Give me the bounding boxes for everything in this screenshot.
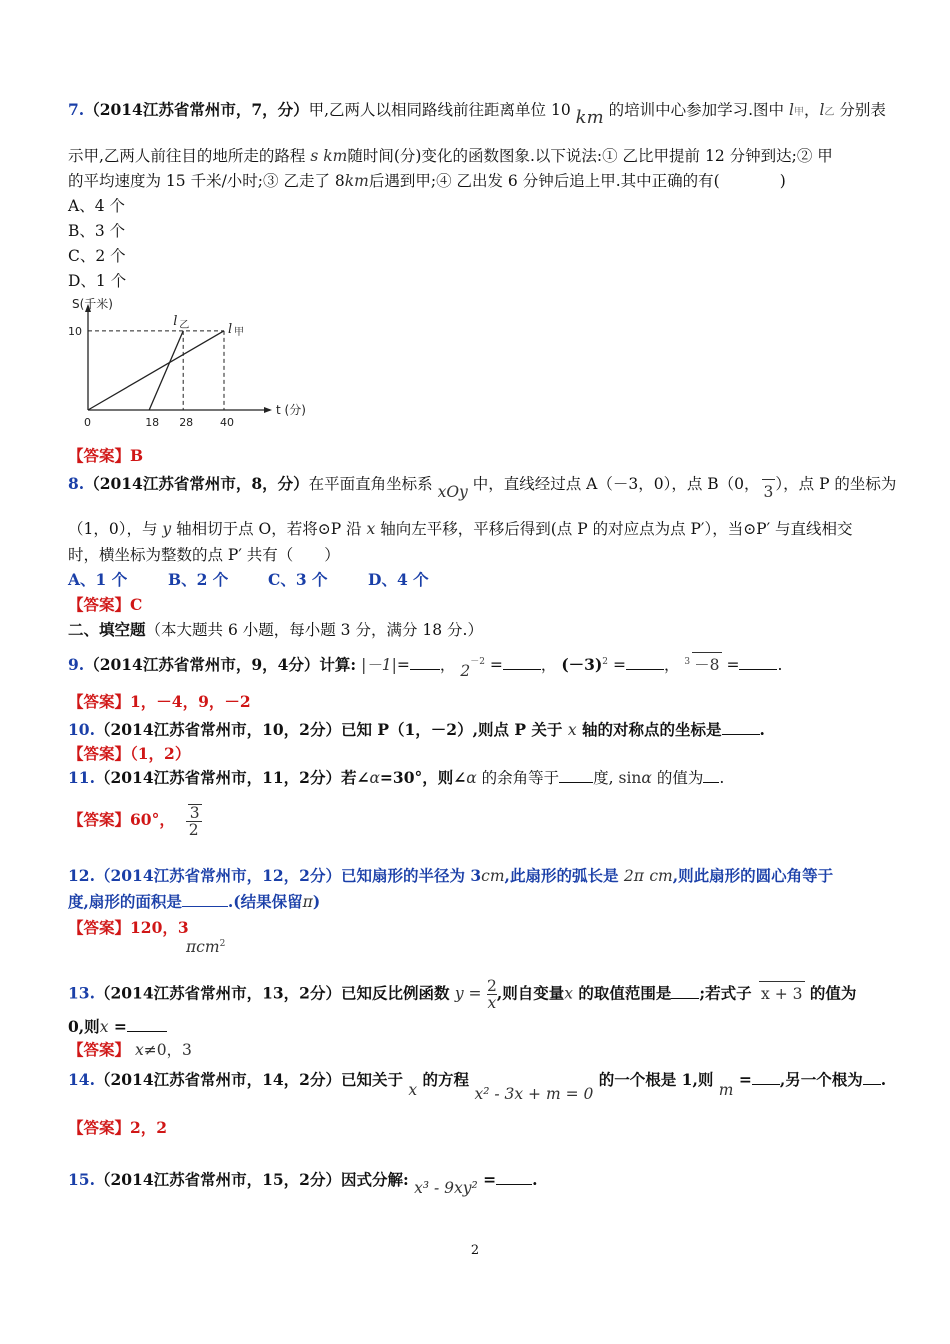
q13-frac — [487, 978, 497, 1011]
q11-alpha2: α — [466, 769, 477, 787]
q12-line2-a: 度,扇形的面积是 — [68, 892, 182, 911]
q13-blank2[interactable] — [127, 1017, 167, 1032]
q8-y: y — [162, 520, 172, 538]
q12-blank[interactable] — [182, 892, 228, 907]
q9-end: . — [777, 656, 783, 675]
q7-answer: 【答案】B — [68, 446, 144, 465]
q7-l1: l — [788, 101, 794, 119]
q14-number: 14. — [68, 1070, 95, 1089]
section2-desc: （本大题共 6 小题，每小题 3 分，满分 18 分.） — [145, 621, 483, 639]
series-line — [88, 331, 224, 410]
q7-line2-b: 随时间(分)变化的函数图象.以下说法:① 乙比甲提前 12 分钟到达;② 甲 — [347, 147, 833, 165]
q12-line1 — [68, 864, 833, 888]
q14-equation: x² - 3x + m = 0 — [474, 1085, 594, 1103]
q15-blank[interactable] — [496, 1170, 532, 1185]
q9-number: 9. — [68, 655, 85, 675]
q9-sep1: ， — [439, 656, 456, 675]
q14-blank2[interactable] — [863, 1070, 881, 1085]
q7-line3-b: 后遇到甲;④ 乙出发 6 分钟后追上甲.其中正确的有( — [368, 172, 720, 190]
q14-text-c: = — [738, 1070, 752, 1089]
q12-line2 — [68, 890, 320, 914]
q9-eq3: = — [612, 656, 626, 675]
q9-neg3: (－3) — [561, 655, 603, 675]
q14-text-d: ,另一个根为 — [779, 1070, 863, 1089]
q8-option-c: C、3 个 — [268, 570, 328, 589]
q11-tag: （2014江苏省常州市，11，2分）若∠ — [94, 768, 370, 787]
series-line — [149, 331, 183, 410]
q13-answer: 【答案】 — [68, 1040, 131, 1059]
section2-heading — [68, 618, 483, 642]
q12-text-b: ,则此扇形的圆心角等于 — [672, 866, 834, 885]
q14-tag: （2014江苏省常州市，14，2分）已知关于 — [94, 1070, 403, 1089]
q7-line3 — [68, 169, 786, 193]
q10-tag: （2014江苏省常州市，10，2分）已知 P（1，－2）,则点 P 关于 — [94, 720, 563, 739]
q7-unit2: km — [323, 147, 348, 165]
q13-number: 13. — [68, 983, 95, 1003]
q15-line — [68, 1168, 538, 1197]
q13-answer-line — [68, 1038, 192, 1062]
q7-unit: km — [575, 107, 604, 128]
q12-answer-unit — [186, 932, 225, 959]
q9-blank1[interactable] — [410, 655, 440, 670]
page-number: 2 — [470, 1243, 480, 1258]
q7-s: s — [310, 147, 319, 165]
q9-eq2: = — [489, 656, 503, 675]
q11-text-c: 度, — [593, 769, 614, 787]
q9-eq4: = — [726, 656, 740, 675]
q12-ans-exp: 2 — [219, 939, 226, 949]
q11-frac-den: 2 — [186, 821, 202, 838]
q8-text-b: 中，直线经过点 A（－3，0），点 B（0， — [472, 475, 760, 493]
q14-line — [68, 1068, 886, 1104]
q11-alpha: α — [369, 769, 380, 787]
q11-text-a: =30°，则∠ — [379, 768, 467, 787]
q13-text-b: 的取值范围是 — [578, 983, 672, 1003]
q7-text-c: 分别表 — [839, 101, 886, 119]
q12-number: 12. — [68, 866, 95, 885]
q7-chart — [68, 297, 306, 433]
q10-blank[interactable] — [722, 720, 760, 735]
q15-number: 15. — [68, 1170, 95, 1189]
q9-sep2: ， — [540, 656, 557, 675]
q12-cm2: cm — [649, 867, 673, 885]
q8-option-a: A、1 个 — [68, 570, 128, 589]
q9-tag: （2014江苏省常州市，9，4分）计算: — [84, 655, 357, 675]
q8-line2 — [68, 517, 853, 541]
q10-number: 10. — [68, 720, 95, 739]
q9-eq1: = — [396, 656, 410, 675]
q7-line3-a: 的平均速度为 15 千米/小时;③ 乙走了 8 — [68, 172, 345, 190]
q13-frac-den: x — [487, 994, 497, 1012]
x-axis-label: t (分) — [276, 403, 306, 417]
q13-text-d: 的值为 — [809, 983, 857, 1003]
q9-cbrt-index: 3 — [684, 657, 691, 667]
q13-ans-x: x — [134, 1041, 144, 1059]
q11-sin: sin — [618, 769, 642, 787]
q8-answer: 【答案】C — [68, 595, 143, 614]
q8-sqrt3: 3 — [762, 479, 776, 504]
q13-ans-rest: ≠0，3 — [143, 1041, 192, 1059]
q10-rest: 轴的对称点的坐标是 — [582, 720, 722, 739]
q10-x: x — [567, 721, 577, 739]
q7-line1 — [68, 98, 886, 128]
q7-option-d: D、1 个 — [68, 272, 127, 290]
q12-2pi: 2π — [623, 867, 644, 885]
q11-line — [68, 766, 724, 790]
q8-number: 8. — [68, 474, 85, 493]
q14-text-b: 的一个根是 1,则 — [598, 1070, 714, 1089]
x-tick-label: 0 — [84, 416, 91, 429]
q7-option-b: B、3 个 — [68, 222, 126, 240]
q8-line3: 时，横坐标为整数的点 P′ 共有（ ） — [68, 546, 340, 564]
q12-text-a: ,此扇形的弧长是 — [504, 866, 619, 885]
q7-line3-c: ) — [779, 172, 786, 190]
q7-l2: l — [819, 101, 825, 119]
q7-option-a: A、4 个 — [68, 197, 125, 215]
q7-distance: 10 — [551, 101, 571, 119]
q7-tag: （2014江苏省常州市，7，分） — [84, 100, 309, 119]
q15-end: . — [532, 1170, 538, 1189]
q11-answer: 【答案】60°， — [68, 810, 175, 829]
q9-blank4[interactable] — [739, 655, 777, 670]
x-axis-arrow — [264, 407, 272, 413]
q14-m: m — [718, 1081, 734, 1099]
q12-line2-b: .(结果保留 — [227, 892, 303, 911]
label-l-jia: l — [228, 321, 233, 337]
q11-answer-frac — [186, 804, 202, 838]
q9-blank3[interactable] — [626, 655, 664, 670]
x-tick-label: 40 — [220, 416, 234, 429]
q8-option-d: D、4 个 — [368, 570, 429, 589]
q13-line2 — [68, 1015, 167, 1039]
q14-x: x — [408, 1081, 418, 1099]
q15-eq: = — [483, 1170, 497, 1189]
q7-line2 — [68, 144, 833, 168]
q7-text-b: 的培训中心参加学习.图中 — [608, 101, 785, 119]
q9-blank2[interactable] — [503, 655, 541, 670]
label-l-jia-sub: 甲 — [234, 326, 244, 338]
q11-alpha3: α — [641, 769, 652, 787]
q9-neg3-exp: 2 — [602, 657, 609, 667]
q13-text-c: ;若式子 — [699, 983, 752, 1003]
q13-x: x — [564, 984, 573, 1003]
q7-l1-sub: 甲 — [793, 107, 804, 118]
q13-line1 — [68, 978, 856, 1011]
q7-number: 7. — [68, 100, 85, 119]
q14-blank1[interactable] — [752, 1070, 780, 1085]
q8-line2-c: 轴向左平移，平移后得到(点 P 的对应点为点 P′），当⊙P′ 与直线相交 — [380, 520, 853, 538]
q15-tag: （2014江苏省常州市，15，2分）因式分解: — [94, 1170, 409, 1189]
q9-pow-exp: －2 — [470, 657, 485, 667]
q12-line2-c: ) — [312, 892, 321, 911]
q8-tag: （2014江苏省常州市，8，分） — [84, 474, 309, 493]
y-tick-label: 10 — [68, 324, 82, 338]
q13-text-a: ,则自变量 — [496, 983, 565, 1003]
y-axis-label: S(千米) — [72, 297, 113, 311]
q14-end: . — [880, 1070, 887, 1089]
q11-frac-num: 3 — [189, 804, 200, 822]
q8-line1 — [68, 471, 897, 501]
q11-blank2[interactable] — [703, 768, 719, 783]
q10-end: . — [759, 720, 765, 739]
q11-blank1[interactable] — [559, 768, 593, 783]
q9-pow-base: 2 — [460, 662, 471, 681]
section2-title: 二、填空题 — [68, 620, 146, 639]
q13-line2-text: 0,则 — [68, 1017, 100, 1036]
q8-option-b: B、2 个 — [168, 570, 229, 589]
q8-options — [68, 568, 468, 592]
q9-abs: |－1| — [361, 656, 397, 675]
q12-ans-unit: πcm — [186, 938, 220, 957]
q10-answer: 【答案】（1，2） — [68, 744, 191, 763]
q14-answer: 【答案】2，2 — [68, 1118, 168, 1137]
q7-text: 甲,乙两人以相同路线前往距离单位 — [308, 101, 547, 119]
q13-line2-eq: = — [113, 1017, 127, 1036]
q12-answer-line — [68, 916, 189, 940]
q13-line2-x: x — [99, 1018, 109, 1036]
q9-line — [68, 650, 783, 681]
q8-line2-b: 轴相切于点 O，若将⊙P 沿 — [176, 520, 362, 538]
q14-text-a: 的方程 — [422, 1070, 470, 1089]
x-tick-label: 18 — [145, 416, 160, 429]
q8-text-a: 在平面直角坐标系 — [308, 475, 433, 493]
q8-line2-a: （1，0），与 — [68, 520, 158, 538]
q11-text-d: 的值为 — [656, 769, 704, 787]
q7-unit3: km — [344, 172, 369, 190]
label-l-yi-sub: 乙 — [179, 319, 190, 331]
q12-cm: cm — [481, 867, 505, 885]
q13-y: y = — [454, 984, 482, 1003]
q13-tag: （2014江苏省常州市，13，2分）已知反比例函数 — [94, 983, 450, 1003]
x-tick-label: 28 — [179, 416, 194, 429]
q11-text-b: 的余角等于 — [481, 769, 560, 787]
q13-frac-num: 2 — [486, 977, 497, 995]
q8-text-c: ），点 P 的坐标为 — [775, 475, 897, 493]
q12-pi: π — [302, 893, 313, 911]
q10-line — [68, 718, 765, 742]
q12-answer: 【答案】120，3 — [68, 918, 189, 937]
q9-answer: 【答案】1，－4，9，－2 — [68, 692, 251, 711]
q11-end: . — [719, 769, 725, 787]
q13-blank1[interactable] — [671, 984, 699, 999]
q7-option-c: C、2 个 — [68, 247, 126, 265]
q13-sqrt: x + 3 — [759, 981, 804, 1006]
q7-sep: ， — [803, 101, 820, 119]
q8-coordinate-system: xOy — [437, 483, 468, 501]
q8-x: x — [366, 520, 376, 538]
q9-sep3: ， — [663, 656, 680, 675]
q12-tag: （2014江苏省常州市，12，2分）已知扇形的半径为 3 — [94, 866, 482, 885]
chart-plot — [68, 296, 306, 429]
label-l-yi: l — [173, 313, 178, 329]
q11-number: 11. — [68, 768, 95, 787]
q9-cbrt: －8 — [692, 652, 721, 677]
q11-answer-line — [68, 804, 202, 854]
q7-l2-sub: 乙 — [824, 107, 835, 118]
q15-expression: x³ - 9xy² — [414, 1179, 478, 1197]
q7-line2-a: 示甲,乙两人前往目的地所走的路程 — [68, 147, 306, 165]
